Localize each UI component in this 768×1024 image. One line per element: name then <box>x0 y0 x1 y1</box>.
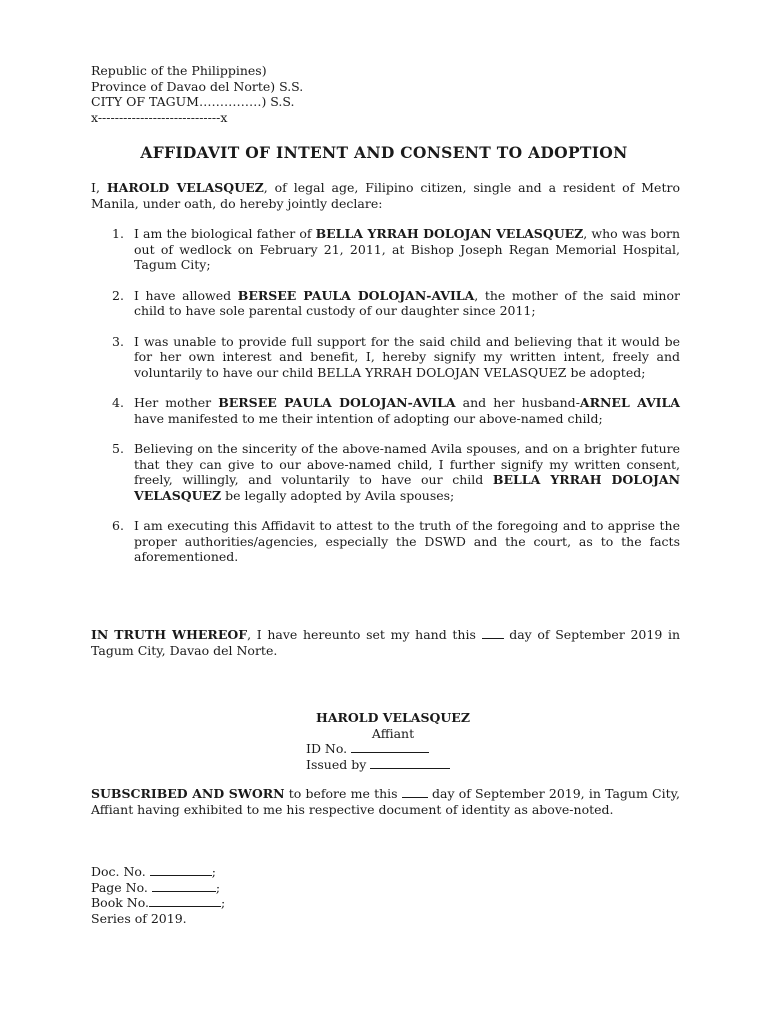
book-label: Book No. <box>91 895 150 910</box>
caption-block <box>91 63 411 125</box>
jurat-text: day of September 2019, in Tagum City, Affiant having exhibited to me his respective document of identity as above-noted. <box>91 786 681 817</box>
item-text: , the mother of the said minor child to have sole parental custody of our daughter since 2011; <box>134 287 680 318</box>
issued-label: Issued by <box>306 756 367 772</box>
jurat-paragraph <box>91 786 680 817</box>
item-bold-text: BERSEE PAULA DOLOJAN-AVILA <box>237 287 475 303</box>
item-text: Her mother <box>134 395 219 410</box>
truth-whereof-heading: IN TRUTH WHEREOF <box>91 627 248 642</box>
item-bold-text: BELLA YRRAH DOLOJAN VELASQUEZ <box>315 226 584 241</box>
item-text: Believing on the sincerity of the above-named Avila spouses, and on a brighter future that they can give to our above-named child, I further signify my written consent, freely, willingly, and voluntarily to have our child <box>134 441 680 487</box>
separator: ; <box>221 895 226 910</box>
item-text: have manifested to me their intention of adopting our above-named child; <box>134 410 603 426</box>
declaration-item <box>91 518 680 565</box>
declaration-item <box>91 334 680 381</box>
separator: ; <box>215 879 221 895</box>
affiant-name: HAROLD VELASQUEZ <box>106 180 264 195</box>
page-number-line <box>91 880 225 896</box>
id-blank-line <box>351 741 429 753</box>
book-number-line <box>91 895 225 911</box>
jurat-text: to before me this <box>284 786 402 801</box>
page-blank-line <box>152 880 216 892</box>
declaration-list <box>91 226 680 580</box>
item-bold-text: BERSEE PAULA DOLOJAN-AVILA <box>218 395 456 410</box>
doc-label: Doc. No. <box>91 864 146 879</box>
id-number-line <box>0 741 768 757</box>
intro-paragraph <box>91 180 680 211</box>
item-number: 3. <box>112 333 124 349</box>
doc-blank-line <box>150 864 212 876</box>
item-text: I am executing this Affidavit to attest to the truth of the foregoing and to apprise the proper authorities/agencies, especially the DSWD and the court, as to the facts aforementioned. <box>134 518 680 564</box>
book-blank-line <box>149 895 221 907</box>
id-label: ID No. <box>306 741 348 756</box>
truth-text: , I have hereunto set my hand this <box>247 627 482 642</box>
signature-block <box>0 710 768 772</box>
page-label: Page No. <box>91 879 148 895</box>
declaration-item <box>91 226 680 273</box>
item-bold-text: ARNEL AVILA <box>579 395 680 410</box>
signatory-name: HAROLD VELASQUEZ <box>316 710 470 725</box>
item-number: 4. <box>112 395 124 410</box>
item-text: I have allowed <box>134 287 238 303</box>
item-text: I am the biological father of <box>134 226 316 241</box>
notarial-register <box>91 864 225 926</box>
truth-text: day of September 2019 in Tagum City, Davao del Norte. <box>91 627 680 658</box>
intro-prefix: I, <box>91 180 107 195</box>
item-number: 1. <box>112 226 124 241</box>
item-number: 5. <box>112 441 124 456</box>
document-title: AFFIDAVIT OF INTENT AND CONSENT TO ADOPTION <box>140 143 628 162</box>
jurat-heading: SUBSCRIBED AND SWORN <box>91 786 285 801</box>
signatory-role: Affiant <box>371 725 415 741</box>
day-blank-line <box>482 627 504 639</box>
item-number: 6. <box>112 518 124 533</box>
issued-blank-line <box>370 757 450 769</box>
item-bold-text: BELLA YRRAH DOLOJAN VELASQUEZ <box>134 472 681 503</box>
caption-line: Province of Davao del Norte) S.S. <box>91 78 304 94</box>
separator: ; <box>211 864 216 879</box>
item-number: 2. <box>112 287 124 303</box>
item-text: I was unable to provide full support for the said child and believing that it would be for her own interest and benefit, I, hereby signify my written intent, freely and voluntarily to have our child BELLA YRRAH DOLOJAN VELASQUEZ be adopted; <box>134 333 680 380</box>
declaration-item <box>91 288 680 319</box>
caption-line: CITY OF TAGUM……………) S.S. <box>91 94 295 109</box>
jurat-day-blank-line <box>402 786 428 798</box>
item-text: and her husband- <box>455 395 580 410</box>
truth-whereof-paragraph <box>91 627 680 658</box>
declaration-item <box>91 395 680 426</box>
caption-line: Republic of the Philippines) <box>91 63 267 78</box>
caption-line: x-----------------------------x <box>91 109 228 125</box>
item-text: be legally adopted by Avila spouses; <box>221 487 455 503</box>
doc-number-line <box>91 864 225 880</box>
issued-by-line <box>0 757 768 773</box>
item-text: , who was born out of wedlock on February 21, 2011, at Bishop Joseph Regan Memorial Hospital, Tagum City; <box>134 226 680 272</box>
series-line: Series of 2019. <box>91 910 187 926</box>
intro-text: , of legal age, Filipino citizen, single and a resident of Metro Manila, under oath, do hereby jointly declare: <box>91 180 680 211</box>
declaration-item <box>91 441 680 503</box>
